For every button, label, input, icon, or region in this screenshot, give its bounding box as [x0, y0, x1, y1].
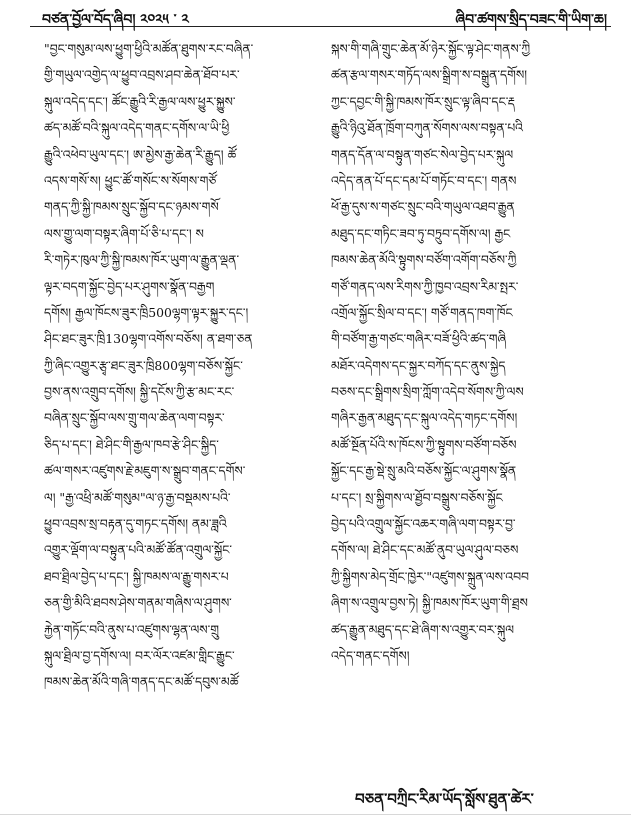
text-line: གི་བཙོག་རྒྱ་གཙང་གཞིར་བཟོ་ཕྱིའི་ཚད་གཞི — [331, 331, 507, 347]
text-line: ཕྱུབ་འབྲས་སྲ་བརྟན་དུ་གཏང་དགོས། ནམ་ཟླའི — [44, 516, 227, 532]
text-line: མཚོ་སྔོན་པོའི་ས་ཁོངས་ཀྱི་སྟུགས་བཙོག་བཅོས — [331, 436, 517, 452]
text-line: ཚད་རྒྱུན་མཐུད་དང་ཐེ་ཞིག་ས་འགྱུར་བར་སྐུལ — [331, 621, 514, 637]
text-line: རྐྱེན་གཏོང་བའི་ནུས་པ་འཛུགས་ལྷན་ལས་གྲུ — [44, 621, 219, 637]
text-line: ཀྱི་སྐྱིགས་མེད་གྲོང་ཁྱེར་"འཛུགས་སྐྲུན་ལས་འབབ — [331, 568, 529, 584]
text-line: བཅས་དང་སྒྲིགས་སྲིག་ཀློག་འདེབ་སོགས་ཀྱི་ལས — [331, 384, 524, 400]
text-line: ཤིང་ཐང་ཟུར་ཁྲི130ལྷག་འགོས་བཅོས། ན་ཐག་ཅན — [44, 331, 253, 347]
text-line: པ་དང་། སྲ་སྐྱིགས་ལ་ཐྱོབ་བསྒྲུས་བཅོས་སྐྱོང — [331, 489, 503, 505]
text-line: སྐུལ་འདེད་དང་། ཚོང་རྒྱུའི་རི་རྒྱལ་ལས་ཕྱུར་སྐྱུས་ — [44, 93, 236, 109]
text-line: གྱི་གཡུལ་འགྱེད་ལ་ཕྱུབ་འབྲས་ཤབ་ཆེན་ཐོབ་པར་ — [44, 67, 240, 83]
text-line: "བྱང་གསུམ་ལས་ཕྱུག་ཕྱིའི་མཚོན་ཐུགས་རང་བཞིན་ — [44, 41, 254, 56]
text-line: ཚན་རྩལ་གསར་གཏོད་ལས་སྒྲིག་ས་བསྒྲུན་དགོས། — [331, 67, 527, 83]
text-line: དགོས་ལ། ཐེ་ཤིང་དང་མཚོ་ནུབ་ཡུལ་ཤུལ་བཅས — [331, 542, 519, 558]
text-line: འགྱུར་ལྡོག་ལ་བསྟུན་པའི་མཚོ་ཚོན་འགྲུལ་སྐྱོང་ — [44, 542, 232, 558]
text-line: ཅིད་པ་དང་། ཐེ་ཤིང་གི་རྒྱལ་ཁབ་རྩེ་ཤིང་སྐྱིད་ — [44, 436, 219, 452]
journal-issue-label: བཙན་བྱོལ་བོད་ཞིབ། ༢༠༢༥ ་ ༢ — [42, 12, 189, 28]
text-line: ཞིག་ས་འགྲུལ་བྱས་ཏེ། སྐྱི་ཁམས་ཁོར་ཡུག་གི་ཐྲས — [331, 595, 528, 611]
text-line: གནད་ཀྱི་སྐྱི་ཁམས་སྲུང་སྐྱོབ་དང་ཉམས་གསོ — [44, 199, 219, 215]
text-line: དགོས། རྒྱལ་ཁོངས་ཟུར་ཁྲི500ལྷག་ལྟར་སྐྱུར་དང་། — [44, 304, 249, 320]
text-line: སྐུལ་ཐྲིལ་བྱ་དགོས་ལ། བར་ལོར་འཛམ་གླིང་རྒྱུང་ — [44, 647, 235, 663]
text-line: ཀྱི་ཞིང་འགྱུར་རྩྭ་ཐང་ཟུར་ཁྲི800ལྷག་བཅོས་སྐྱོང་ — [44, 357, 243, 373]
text-line: ལྟར་བདག་སྐྱོང་བྱེད་པར་ཤུགས་སྣོན་བརྒྱག — [44, 278, 215, 294]
left-text-column — [44, 36, 299, 696]
text-line: ཅན་གྱི་མིའི་ཐབས་ཤེས་གནམ་གཞིས་ལ་ཤུགས་ — [44, 595, 232, 611]
page-header — [30, 0, 611, 27]
text-line: བྱས་ནས་འགྲུབ་དགོས། སྐྱི་དངོས་ཀྱི་རྩ་མང་རང་ — [44, 384, 235, 400]
text-line: བཞིན་སྲུང་སྐྱོབ་ལས་གྲུ་གལ་ཆེན་ལག་བསྟར་ — [44, 410, 225, 426]
text-line: ཐབ་ཐྲིལ་བྱེད་པ་དང་། སྐྱི་ཁམས་ལ་རྒྱུ་གསར་པ — [44, 568, 229, 584]
text-line: སྐས་གི་གཞི་གྲུང་ཆེན་མོ་ཉེར་སྐྱོང་ལྟ་ཤེང་གནས་ཀྱི — [331, 41, 531, 56]
text-line: རྒྱུའི་ཉིའུ་ཐོན་ཁྲོག་བཀུན་སོགས་ལས་བསྟན་པའི — [331, 120, 523, 136]
text-line: མཐོར་འདེགས་དང་སྐྱར་བཀོད་དང་ནུས་སྐྱེད — [331, 357, 506, 373]
bottom-divider — [0, 814, 631, 815]
text-line: གཙོ་གནད་ལས་རིགས་ཀྱི་ཁྱབ་འབྲས་རིམ་སྤར་ — [331, 278, 519, 294]
text-line: ཚད་མཚོ་བའི་སྐུལ་འདེད་གནང་དགོས་ལ་ཡི་ཕྱི — [44, 120, 230, 136]
author-signature: བཅན་བཀྲིང་རིམ་ཡོད་སློས་ཐུན་ཚེར་ — [355, 790, 534, 808]
text-line: རི་གཏེར་ཁུལ་ཀྱི་སྐྱི་ཁམས་ཁོར་ཡུག་ལ་རྒྱུན་ལྡན་ — [44, 252, 240, 268]
text-line: ཀྱང་དབྱང་གི་སྐྱི་ཁམས་ཁོར་སྲུང་ལྟ་ཞིབ་དང་རྡ — [331, 93, 515, 109]
text-line: བྱེད་པའི་འགྲུལ་སྐྱོང་འཆར་གཞི་ལག་བསྟར་བྱ་ — [331, 516, 516, 532]
text-line: རྒྱུའི་འཕེབ་ཡུལ་དང་། ཨ་མྱེས་རྒྱ་ཆེན་རི་རྒྱུད། ཚོ — [44, 146, 237, 162]
text-line: སྐྱོང་དང་རྒྱ་སྡེ་སྲུ་མའི་བཅོས་སྐྱོང་ལ་ཤུགས་སྣོན — [331, 463, 517, 479]
text-line: ཕོ་རྒྱ་དུས་ས་གཙང་སྲུང་བའི་གཡུལ་འཐབ་རྒྱུན — [331, 199, 515, 215]
text-line: ཁམས་ཆེན་མོའི་སྟུགས་བཙོག་འགོག་བཅོས་ཀྱི — [331, 252, 517, 268]
section-title: ཞིབ་ཚགས་སྲིད་བཟང་གི་ཡིག་ཆ། — [455, 12, 607, 28]
text-line: ལས་གྱུ་ལག་བསྟར་ཞིག་པོ་ཅི་པ་དང་། ས — [44, 225, 204, 241]
text-line: མཐུད་དང་གཏིང་ཟབ་ཏུ་བཏྲུབ་དགོས་ལ། རྒྱང — [331, 225, 511, 241]
text-line: འགྲོལ་སྐྱོང་སྲིལ་བ་དང་། གཙོ་གནད་ཁག་ཁོང — [331, 304, 513, 320]
text-line: འདས་གསོ་ས། ཕྱུང་ཚོ་གསོང་ས་སོགས་གཙོ — [44, 172, 217, 188]
text-line: གནད་དོན་ལ་བསྟུན་གཙང་སེལ་བྱེད་པར་སྐུལ — [331, 146, 514, 162]
text-line: འདེད་ནན་པོ་དང་དམ་པོ་གཏོང་བ་དང་། གནས — [331, 172, 517, 188]
text-line: ལ། "རྒྱ་འཕྲི་མཚོ་གསུམ"ལ་ཉ་རྒྱ་བསྡམས་པའི་ — [44, 489, 231, 505]
text-line: གཞིར་རྒྱན་མཐུད་དང་སྐུལ་འདེད་གཏང་དགོས། — [331, 410, 518, 426]
text-line: ཚལ་གསར་འཛུགས་རྗེ་མཇུག་ས་སྒྲུབ་གནང་དགོས་ — [44, 463, 246, 479]
right-text-column — [331, 36, 586, 669]
text-line: ཁམས་ཆེན་མོའི་གཞི་གནད་དང་མཚོ་དབུས་མཚོ — [44, 674, 239, 690]
text-line: འདེད་གནང་དགོས། — [331, 647, 410, 663]
